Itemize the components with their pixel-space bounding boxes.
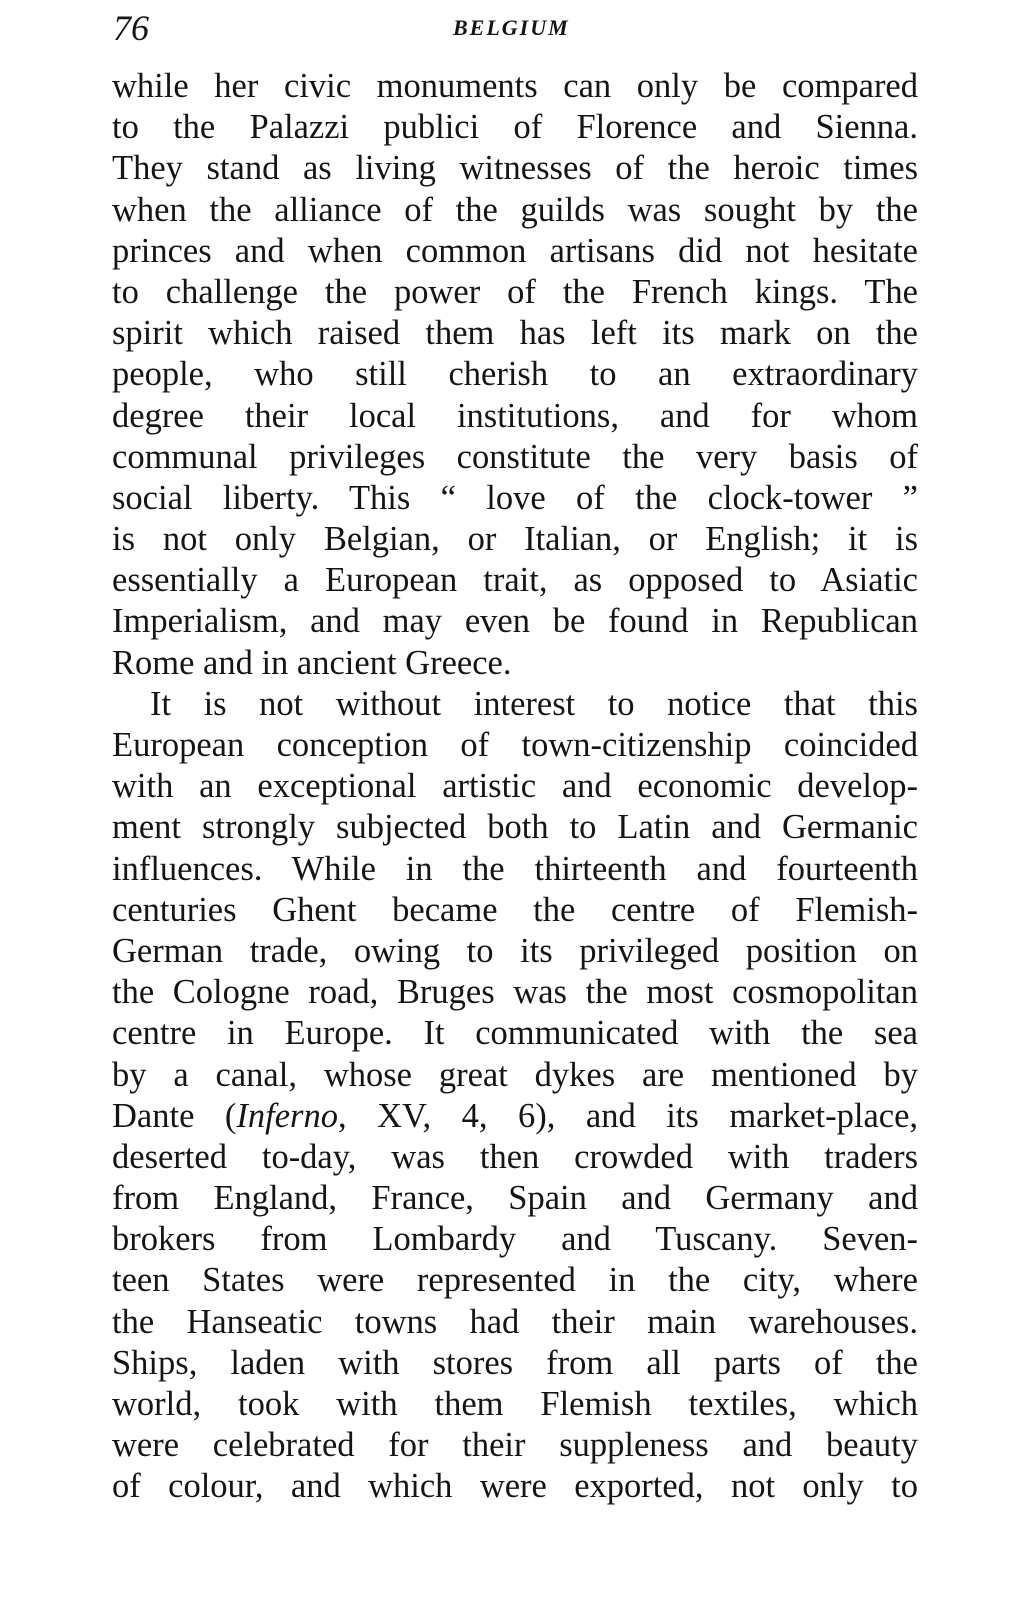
text-line: with an exceptional artistic and economic develop- (112, 767, 918, 806)
running-head: BELGIUM (453, 15, 570, 40)
text-line: influences. While in the thirteenth and fourteenth (112, 849, 918, 888)
text-fragment: Dante ( (112, 1096, 237, 1135)
text-line: were celebrated for their suppleness and beauty (112, 1426, 918, 1465)
text-line: communal privileges constitute the very basis of (112, 437, 918, 476)
text-line: people, who still cherish to an extraordinary (112, 355, 918, 394)
text-line: centuries Ghent became the centre of Flemish- (112, 890, 918, 929)
text-line: It is not without interest to notice that this (150, 684, 918, 723)
page-number: 76 (113, 8, 149, 48)
text-line: spirit which raised them has left its mark on the (112, 314, 918, 353)
text-line: of colour, and which were exported, not only to (112, 1467, 918, 1506)
text-line: when the alliance of the guilds was sought by the (112, 190, 918, 229)
text-line: is not only Belgian, or Italian, or English; it is (112, 520, 918, 559)
text-line: world, took with them Flemish textiles, which (112, 1385, 918, 1423)
text-line: the Cologne road, Bruges was the most cosmopolitan (112, 973, 918, 1012)
text-fragment: , XV, 4, 6), and its market-place, (337, 1096, 919, 1135)
text-line: Rome and in ancient Greece. (112, 643, 512, 682)
text-line: princes and when common artisans did not hesitate (112, 231, 918, 270)
text-line: social liberty. This “ love of the clock-tower ” (112, 478, 918, 517)
text-line: from England, France, Spain and Germany and (112, 1179, 918, 1218)
text-line: European conception of town-citizenship coincided (112, 726, 918, 764)
text-line: They stand as living witnesses of the heroic times (112, 149, 918, 188)
text-line: essentially a European trait, as opposed to Asiatic (112, 561, 918, 600)
text-line: Imperialism, and may even be found in Republican (112, 602, 918, 641)
text-line: German trade, owing to its privileged position on (112, 931, 918, 970)
text-line: ment strongly subjected both to Latin and Germanic (112, 808, 918, 847)
text-line: to the Palazzi publici of Florence and Sienna. (112, 108, 918, 147)
body-text (112, 66, 918, 1508)
text-line: teen States were represented in the city, where (112, 1261, 918, 1300)
paragraph-2 (112, 684, 918, 1508)
text-line: Ships, laden with stores from all parts of the (112, 1343, 918, 1382)
text-line: while her civic monuments can only be compared (112, 67, 918, 105)
text-line: to challenge the power of the French kings. The (112, 272, 918, 311)
text-line-with-italic (112, 1096, 918, 1137)
text-line: brokers from Lombardy and Tuscany. Seven- (112, 1220, 918, 1259)
paragraph-1 (112, 66, 918, 684)
text-line: centre in Europe. It communicated with the sea (112, 1014, 918, 1053)
text-line: deserted to-day, was then crowded with traders (112, 1137, 918, 1176)
text-line: the Hanseatic towns had their main warehouses. (112, 1302, 918, 1341)
text-line: degree their local institutions, and for whom (112, 396, 918, 435)
italic-title: Inferno (236, 1096, 338, 1135)
text-line: by a canal, whose great dykes are mentioned by (112, 1055, 918, 1094)
